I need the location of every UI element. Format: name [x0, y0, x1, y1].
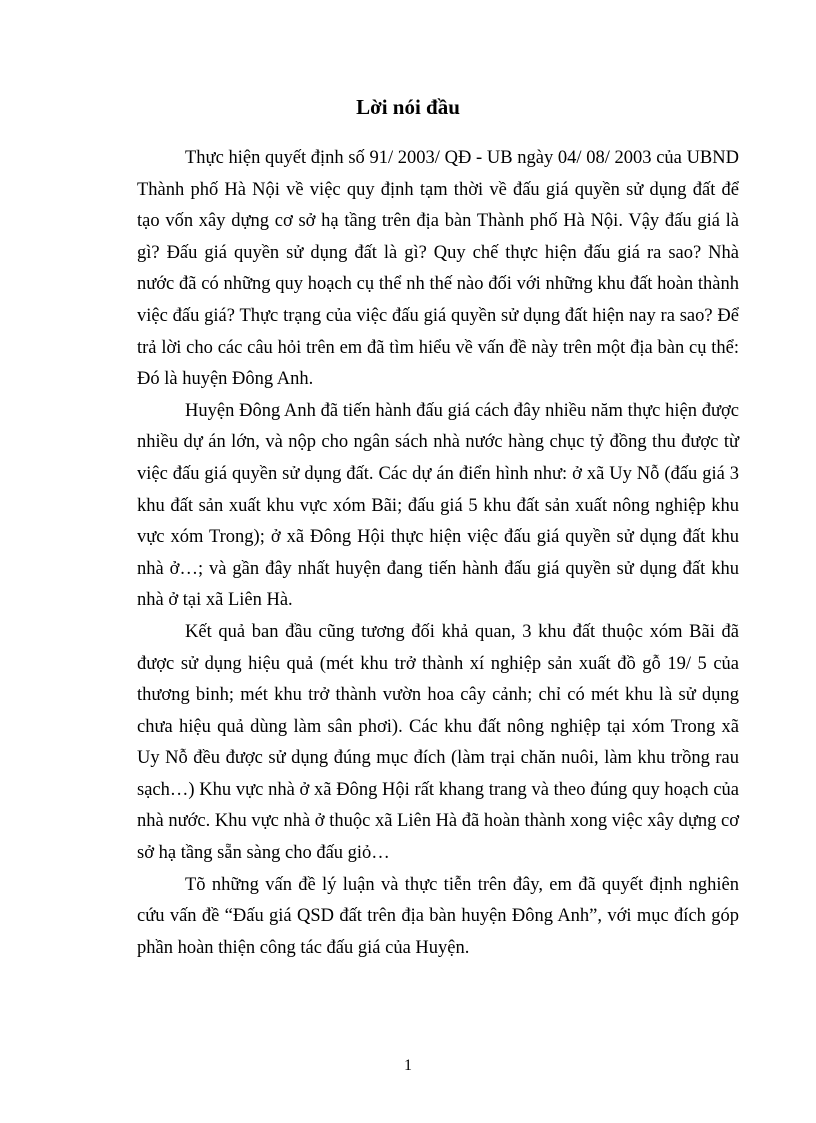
paragraph-3: Kết quả ban đầu cũng tương đối khả quan, 3 khu đất thuộc xóm Bãi đã được sử dụng hiệu quả (mét khu trở thành xí nghiệp sản xuất đồ gỗ 19/ 5 của thương binh; mét khu trở thành vườn hoa cây cảnh; chỉ có mét khu là sử dụng chưa hiệu quả dùng làm sân phơi). Các khu đất nông nghiệp tại xóm Trong xã Uy Nỗ đều được sử dụng đúng mục đích (làm trại chăn nuôi, làm khu trồng rau sạch…) Khu vực nhà ở xã Đông Hội rất khang trang và theo đúng quy hoạch của nhà nước. Khu vực nhà ở thuộc xã Liên Hà đã hoàn thành xong việc xây dựng cơ sở hạ tầng sẵn sàng cho đấu giỏ…: [137, 621, 739, 864]
page-title: Lời nói đầu: [356, 95, 460, 119]
paragraph-1: Thực hiện quyết định số 91/ 2003/ QĐ - UB ngày 04/ 08/ 2003 của UBND Thành phố Hà Nội về việc quy định tạm thời về đấu giá quyền sử dụng đất để tạo vốn xây dựng cơ sở hạ tầng trên địa bàn Thành phố Hà Nội. Vậy đấu giá là gì? Đấu giá quyền sử dụng đất là gì? Quy chế thực hiện đấu giá ra sao? Nhà nước đã có những quy hoạch cụ thể nh thế nào đối với những khu đất hoàn thành việc đấu giá? Thực trạng của việc đấu giá quyền sử dụng đất hiện nay ra sao? Để trả lời cho các câu hỏi trên em đã tìm hiểu về vấn đề này trên một địa bàn cụ thể: Đó là huyện Đông Anh.: [137, 148, 739, 390]
page-number: 1: [404, 1057, 412, 1074]
paragraph-2: Huyện Đông Anh đã tiến hành đấu giá cách đây nhiều năm thực hiện được nhiều dự án lớn, và nộp cho ngân sách nhà nước hàng chục tỷ đồng thu được từ việc đấu giá quyền sử dụng đất. Các dự án điển hình như: ở xã Uy Nỗ (đấu giá 3 khu đất sản xuất khu vực xóm Bãi; đấu giá 5 khu đất sản xuất nông nghiệp khu vực xóm Trong); ở xã Đông Hội thực hiện việc đấu giá quyền sử dụng đất khu nhà ở…; và gần đây nhất huyện đang tiến hành đấu giá quyền sử dụng đất khu nhà ở tại xã Liên Hà.: [137, 400, 739, 611]
paragraph-4: Tõ những vấn đề lý luận và thực tiễn trên đây, em đã quyết định nghiên cứu vấn đề “Đấu giá QSD đất trên địa bàn huyện Đông Anh”, với mục đích góp phần hoàn thiện công tác đấu giá của Huyện.: [137, 874, 739, 958]
body-text: [137, 143, 739, 964]
